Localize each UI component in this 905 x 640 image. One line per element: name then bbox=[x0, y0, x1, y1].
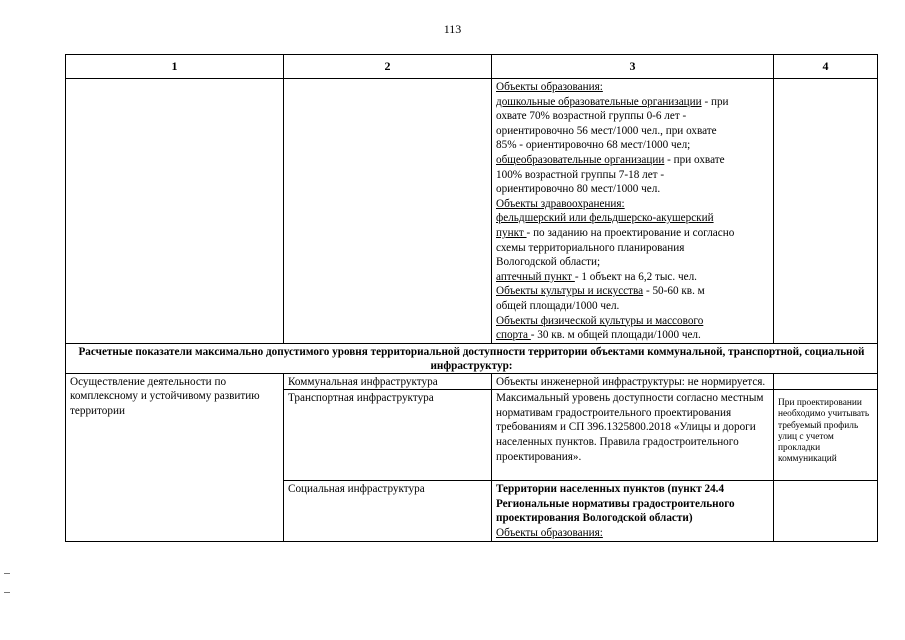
norm-line-tail: - 50-60 кв. м bbox=[643, 285, 705, 298]
column-header: 4 bbox=[774, 55, 878, 79]
norm-line bbox=[496, 226, 769, 241]
table-cell bbox=[774, 79, 878, 344]
norm-line bbox=[496, 328, 769, 343]
norm-line-tail: - при bbox=[701, 95, 729, 108]
norm-line bbox=[496, 138, 769, 153]
table-row bbox=[66, 79, 878, 344]
education-norms-cell bbox=[492, 79, 774, 344]
infrastructure-norm: Максимальный уровень доступности согласно местным нормативам градостроительного проектирования требованиям и СП 396.1325800.2018 «Улицы и дороги населенных пунктов. Правила градостроительного проектирования». bbox=[492, 390, 774, 481]
norm-line bbox=[496, 299, 769, 314]
norm-line-text: 85% - ориентировочно 68 мест/1000 чел; bbox=[496, 139, 691, 152]
norm-line bbox=[496, 284, 769, 299]
norm-line-text: Объекты культуры и искусства bbox=[496, 285, 644, 298]
table-row bbox=[66, 373, 878, 390]
infrastructure-norm: Объекты инженерной инфраструктуры: не нормируется. bbox=[492, 373, 774, 390]
table-cell bbox=[284, 79, 492, 344]
scan-mark bbox=[4, 592, 10, 593]
infrastructure-name: Транспортная инфраструктура bbox=[284, 390, 492, 481]
norm-line bbox=[496, 211, 769, 226]
scan-mark bbox=[4, 573, 10, 574]
norm-line bbox=[496, 314, 769, 329]
norm-line bbox=[496, 109, 769, 124]
norm-line-text: общей площади/1000 чел. bbox=[496, 299, 620, 312]
norm-line bbox=[496, 255, 769, 270]
social-norm-title: Территории населенных пунктов (пункт 24.4 Региональные нормативы градостроительного проектирования Вологодской области) bbox=[496, 483, 735, 525]
infrastructure-name: Коммунальная инфраструктура bbox=[284, 373, 492, 390]
norm-line-text: общеобразовательные организации bbox=[496, 153, 665, 166]
section-header: Расчетные показатели максимально допустимого уровня территориальной доступности территории объектами коммунальной, транспортной, социальной инфраструктур: bbox=[66, 343, 878, 373]
norm-line bbox=[496, 197, 769, 212]
column-header: 3 bbox=[492, 55, 774, 79]
norm-line-text: дошкольные образовательные организации bbox=[496, 95, 702, 108]
norm-line-text: ориентировочно 56 мест/1000 чел., при охвате bbox=[496, 124, 717, 137]
infrastructure-name: Социальная инфраструктура bbox=[284, 481, 492, 541]
norm-line-tail: - по заданию на проектирование и согласно bbox=[526, 226, 735, 239]
norm-line-tail: - 30 кв. м общей площади/1000 чел. bbox=[530, 329, 701, 342]
norm-line-tail: - при охвате bbox=[664, 153, 725, 166]
norm-line-tail: - 1 объект на 6,2 тыс. чел. bbox=[574, 270, 697, 283]
norm-line bbox=[496, 270, 769, 285]
norm-line-text: 100% возрастной группы 7-18 лет - bbox=[496, 168, 665, 181]
norm-line bbox=[496, 153, 769, 168]
norm-line-text: схемы территориального планирования bbox=[496, 241, 685, 254]
norm-line-text: Вологодской области; bbox=[496, 256, 601, 269]
table-cell bbox=[66, 79, 284, 344]
infrastructure-norm bbox=[492, 481, 774, 541]
norm-line-text: Объекты физической культуры и массового bbox=[496, 314, 704, 327]
social-norm-subheading: Объекты образования: bbox=[496, 527, 603, 540]
norm-line bbox=[496, 182, 769, 197]
norm-line-text: Объекты образования: bbox=[496, 81, 603, 93]
norm-line bbox=[496, 80, 769, 95]
table-cell bbox=[774, 481, 878, 541]
norm-line bbox=[496, 124, 769, 139]
norms-table bbox=[65, 54, 878, 542]
column-header: 1 bbox=[66, 55, 284, 79]
table-header-row bbox=[66, 55, 878, 79]
norm-line-text: Объекты здравоохранения: bbox=[496, 197, 625, 210]
norm-line-text: фельдшерский или фельдшерско-акушерский bbox=[496, 212, 714, 225]
norm-line-text: спорта bbox=[496, 329, 531, 342]
page-number: 113 bbox=[443, 22, 462, 36]
norm-line bbox=[496, 241, 769, 256]
table-cell bbox=[774, 373, 878, 390]
note-cell: При проектировании необходимо учитывать требуемый профиль улиц с учетом прокладки коммуникаций bbox=[774, 390, 878, 481]
column-header: 2 bbox=[284, 55, 492, 79]
norm-line bbox=[496, 95, 769, 110]
table-row bbox=[66, 343, 878, 373]
norm-line bbox=[496, 168, 769, 183]
norm-line-text: аптечный пункт bbox=[496, 270, 575, 283]
activity-cell: Осуществление деятельности по комплексному и устойчивому развитию территории bbox=[66, 373, 284, 541]
norm-line-text: ориентировочно 80 мест/1000 чел. bbox=[496, 183, 661, 196]
norm-line-text: пункт bbox=[496, 226, 527, 239]
norm-line-text: охвате 70% возрастной группы 0-6 лет - bbox=[496, 110, 687, 123]
